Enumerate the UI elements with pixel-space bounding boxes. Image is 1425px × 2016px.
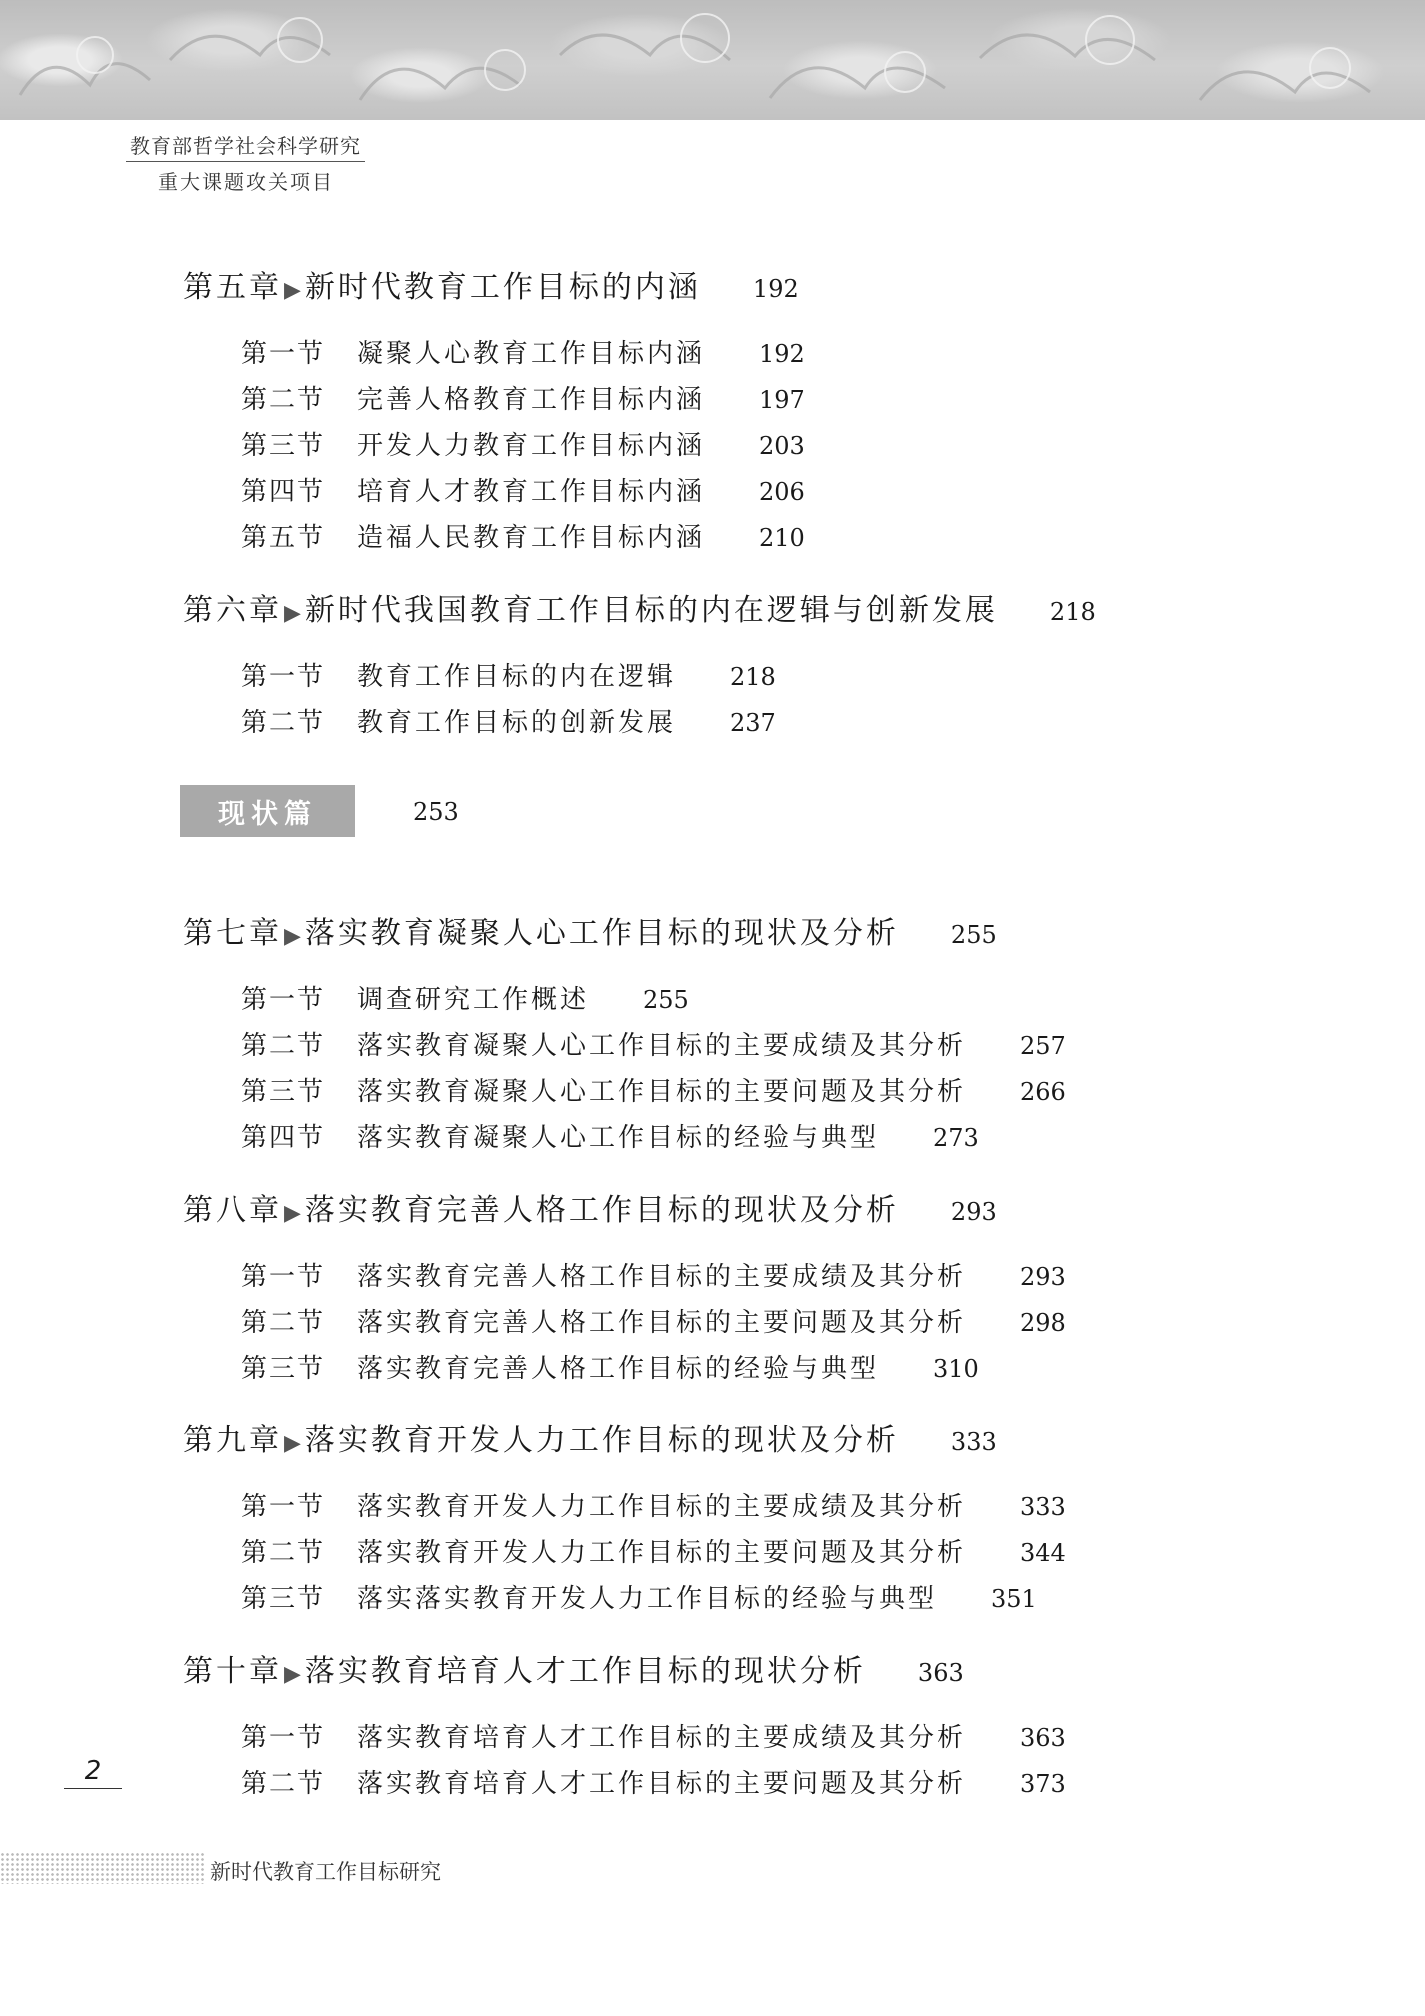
section-label: 第二节 xyxy=(241,385,326,415)
page-number: 203 xyxy=(759,432,805,460)
page-number: 298 xyxy=(1020,1309,1066,1337)
section-title: 教育工作目标的内在逻辑 xyxy=(357,662,677,692)
section-label: 第四节 xyxy=(241,477,326,507)
toc-section[interactable] xyxy=(241,1486,1066,1523)
triangle-right-icon: ▶ xyxy=(284,1201,301,1226)
section-title: 落实教育凝聚人心工作目标的经验与典型 xyxy=(357,1123,880,1153)
part-title: 现状篇 xyxy=(218,798,317,830)
chapter-number: 第六章 xyxy=(183,593,282,628)
section-label: 第一节 xyxy=(241,985,326,1015)
chapter-title: 新时代教育工作目标的内涵 xyxy=(304,270,701,305)
section-title: 调查研究工作概述 xyxy=(357,985,590,1015)
toc-section[interactable] xyxy=(241,471,805,508)
section-title: 培育人才教育工作目标内涵 xyxy=(357,477,706,507)
chapter-title: 落实教育凝聚人心工作目标的现状及分析 xyxy=(304,916,899,951)
chapter-title: 新时代我国教育工作目标的内在逻辑与创新发展 xyxy=(304,593,998,628)
triangle-right-icon: ▶ xyxy=(284,1431,301,1456)
section-label: 第一节 xyxy=(241,1492,326,1522)
page-number: 333 xyxy=(1020,1493,1066,1521)
toc-section[interactable] xyxy=(241,517,805,554)
triangle-right-icon: ▶ xyxy=(284,278,301,303)
toc-section[interactable] xyxy=(241,1302,1066,1339)
page-number: 310 xyxy=(933,1355,979,1383)
section-title: 完善人格教育工作目标内涵 xyxy=(357,385,706,415)
page-number: 237 xyxy=(730,709,776,737)
page-number: 273 xyxy=(933,1124,979,1152)
toc-section[interactable] xyxy=(241,1532,1066,1569)
page-number: 333 xyxy=(950,1428,997,1456)
toc-section[interactable] xyxy=(241,1071,1066,1108)
section-label: 第四节 xyxy=(241,1123,326,1153)
toc-chapter-6[interactable] xyxy=(183,585,1096,629)
section-title: 落实教育凝聚人心工作目标的主要问题及其分析 xyxy=(357,1077,967,1107)
toc-section[interactable] xyxy=(241,1578,1037,1615)
section-label: 第一节 xyxy=(241,339,326,369)
toc-section[interactable] xyxy=(241,1256,1066,1293)
page-number: 344 xyxy=(1020,1539,1066,1567)
footer-book-title: 新时代教育工作目标研究 xyxy=(210,1860,441,1884)
chapter-title: 落实教育开发人力工作目标的现状及分析 xyxy=(304,1423,899,1458)
page-number: 363 xyxy=(917,1659,964,1687)
page-number: 351 xyxy=(991,1585,1037,1613)
section-title: 落实教育培育人才工作目标的主要成绩及其分析 xyxy=(357,1723,967,1753)
section-title: 落实教育开发人力工作目标的主要问题及其分析 xyxy=(357,1538,967,1568)
section-title: 造福人民教育工作目标内涵 xyxy=(357,523,706,553)
page-number: 257 xyxy=(1020,1032,1066,1060)
toc-section[interactable] xyxy=(241,379,805,416)
section-label: 第三节 xyxy=(241,1584,326,1614)
section-title: 落实教育开发人力工作目标的主要成绩及其分析 xyxy=(357,1492,967,1522)
toc-section[interactable] xyxy=(241,979,689,1016)
toc-section[interactable] xyxy=(241,656,776,693)
part-page-number: 253 xyxy=(413,798,459,826)
page-number: 266 xyxy=(1020,1078,1066,1106)
section-title: 落实教育培育人才工作目标的主要问题及其分析 xyxy=(357,1769,967,1799)
page-number: 293 xyxy=(950,1198,997,1226)
toc-section[interactable] xyxy=(241,333,805,370)
chapter-title: 落实教育培育人才工作目标的现状分析 xyxy=(304,1654,866,1689)
section-label: 第二节 xyxy=(241,1769,326,1799)
section-title: 落实教育完善人格工作目标的主要成绩及其分析 xyxy=(357,1262,967,1292)
section-label: 第五节 xyxy=(241,523,326,553)
page-number: 197 xyxy=(759,386,805,414)
toc-chapter-10[interactable] xyxy=(183,1646,964,1690)
page-number: 192 xyxy=(759,340,805,368)
toc-section[interactable] xyxy=(241,1348,979,1385)
page-number: 363 xyxy=(1020,1724,1066,1752)
page-number: 373 xyxy=(1020,1770,1066,1798)
section-title: 教育工作目标的创新发展 xyxy=(357,708,677,738)
section-title: 凝聚人心教育工作目标内涵 xyxy=(357,339,706,369)
section-label: 第一节 xyxy=(241,1723,326,1753)
section-label: 第三节 xyxy=(241,431,326,461)
chapter-number: 第八章 xyxy=(183,1193,282,1228)
section-title: 落实教育完善人格工作目标的主要问题及其分析 xyxy=(357,1308,967,1338)
section-label: 第一节 xyxy=(241,1262,326,1292)
series-line-2: 重大课题攻关项目 xyxy=(158,170,334,194)
section-title: 落实教育完善人格工作目标的经验与典型 xyxy=(357,1354,880,1384)
toc-section[interactable] xyxy=(241,702,776,739)
toc-section[interactable] xyxy=(241,1117,979,1154)
section-label: 第二节 xyxy=(241,1031,326,1061)
section-label: 第二节 xyxy=(241,1308,326,1338)
chapter-number: 第九章 xyxy=(183,1423,282,1458)
section-title: 落实教育凝聚人心工作目标的主要成绩及其分析 xyxy=(357,1031,967,1061)
toc-section[interactable] xyxy=(241,1025,1066,1062)
triangle-right-icon: ▶ xyxy=(284,1662,301,1687)
toc-section[interactable] xyxy=(241,1763,1066,1800)
triangle-right-icon: ▶ xyxy=(284,924,301,949)
toc-chapter-7[interactable] xyxy=(183,908,997,952)
page-number: 206 xyxy=(759,478,805,506)
section-title: 落实落实教育开发人力工作目标的经验与典型 xyxy=(357,1584,938,1614)
page-number-footer: 2 xyxy=(64,1756,122,1789)
chapter-title: 落实教育完善人格工作目标的现状及分析 xyxy=(304,1193,899,1228)
page-number: 293 xyxy=(1020,1263,1066,1291)
page-number: 210 xyxy=(759,524,805,552)
page-number: 218 xyxy=(1049,598,1096,626)
chapter-number: 第五章 xyxy=(183,270,282,305)
toc-section[interactable] xyxy=(241,425,805,462)
toc-section[interactable] xyxy=(241,1717,1066,1754)
section-label: 第三节 xyxy=(241,1354,326,1384)
page-number: 255 xyxy=(950,921,997,949)
page-number: 192 xyxy=(752,275,799,303)
part-heading-box[interactable] xyxy=(180,785,355,837)
chapter-number: 第十章 xyxy=(183,1654,282,1689)
toc-chapter-5[interactable] xyxy=(183,262,799,306)
section-label: 第一节 xyxy=(241,662,326,692)
series-line-1: 教育部哲学社会科学研究 xyxy=(126,130,365,162)
toc-chapter-9[interactable] xyxy=(183,1415,997,1459)
section-title: 开发人力教育工作目标内涵 xyxy=(357,431,706,461)
dot-pattern-decoration xyxy=(0,1852,205,1884)
section-label: 第二节 xyxy=(241,708,326,738)
page-number: 218 xyxy=(730,663,776,691)
section-label: 第三节 xyxy=(241,1077,326,1107)
triangle-right-icon: ▶ xyxy=(284,601,301,626)
page-number: 255 xyxy=(643,986,689,1014)
toc-chapter-8[interactable] xyxy=(183,1185,997,1229)
chapter-number: 第七章 xyxy=(183,916,282,951)
section-label: 第二节 xyxy=(241,1538,326,1568)
